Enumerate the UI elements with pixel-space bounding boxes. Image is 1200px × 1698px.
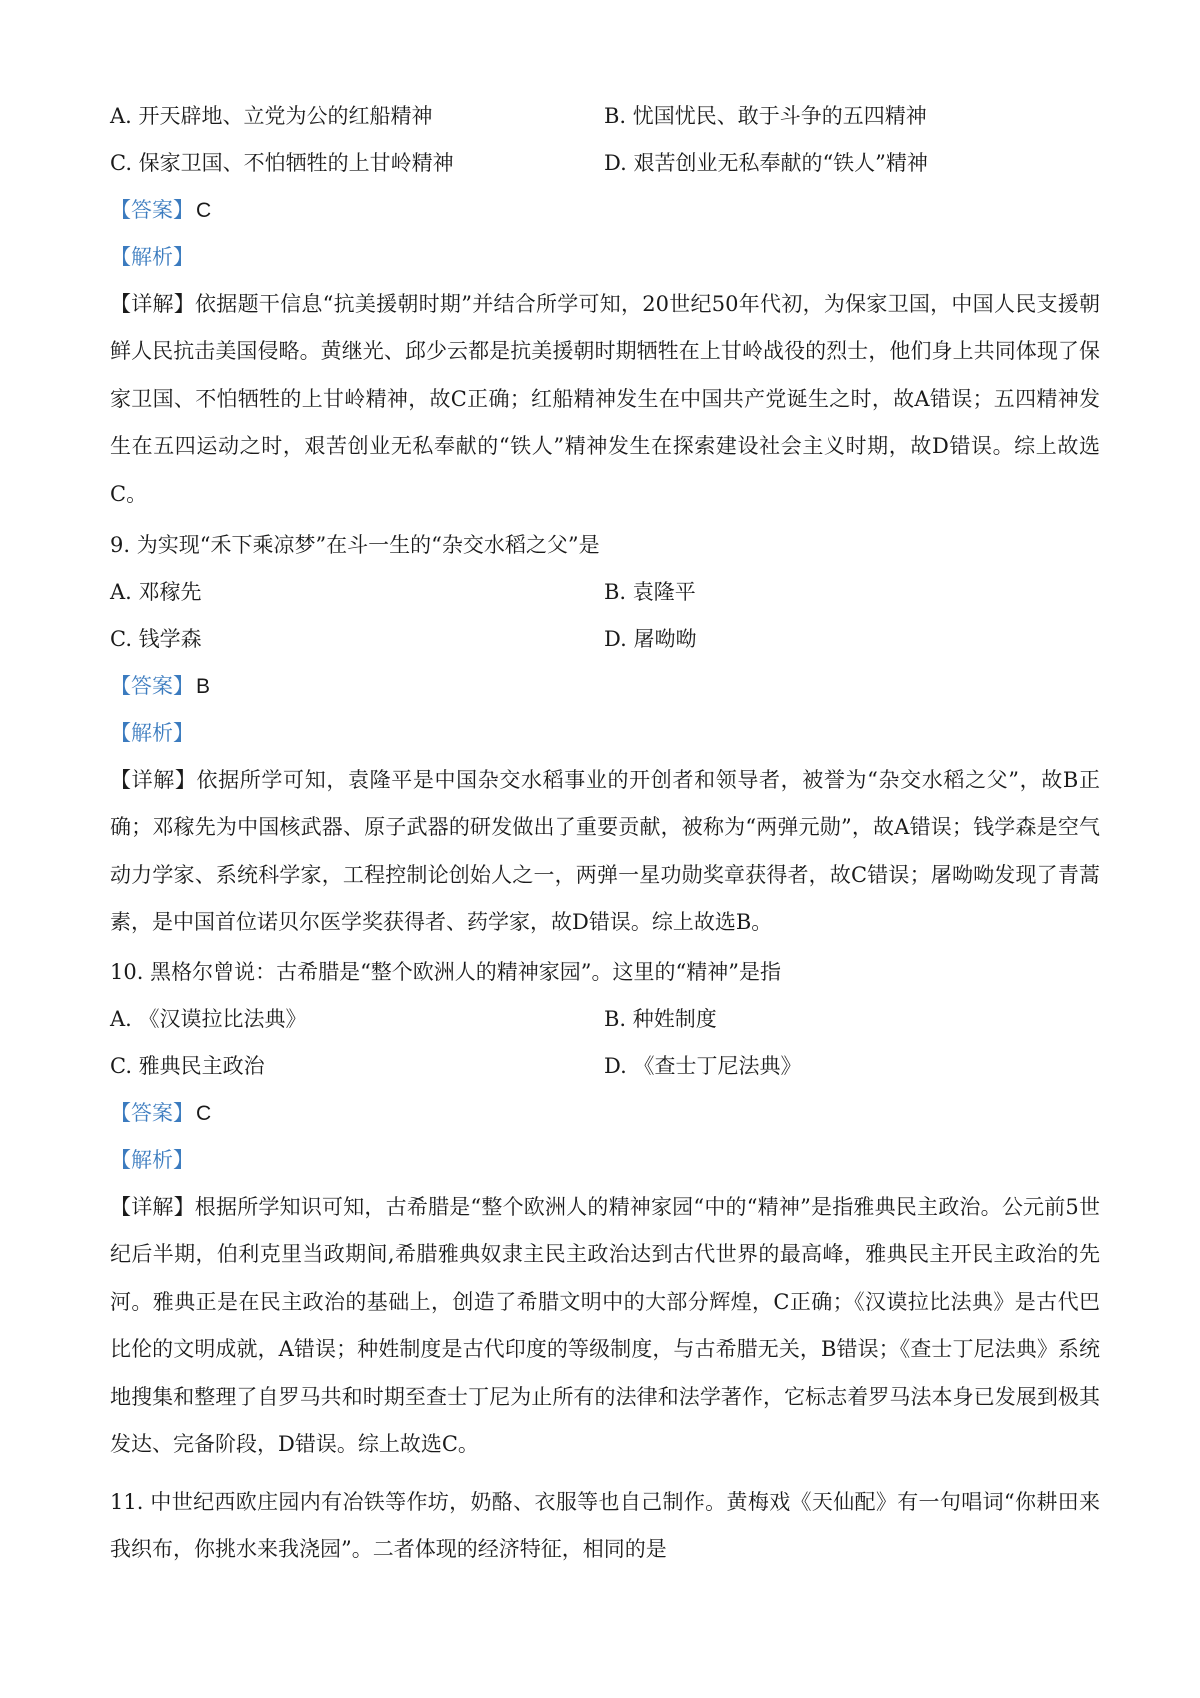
q10-option-c: C. 雅典民主政治 [110,1054,265,1078]
q9-stem: 9. 为实现“禾下乘凉梦”在斗一生的“杂交水稻之父”是 [110,533,600,557]
answer-value: C [196,1102,212,1125]
answer-tag: 【答案】 [110,1101,194,1125]
analysis-tag: 【解析】 [110,721,194,745]
q9-option-c: C. 钱学森 [110,627,202,651]
q8-answer [110,195,1100,226]
q9-option-d: D. 屠呦呦 [604,627,697,651]
q10-answer [110,1098,1100,1129]
q8-detail: 【详解】依据题干信息“抗美援朝时期”并结合所学可知，20世纪50年代初，为保家卫国，中国人民支援朝鲜人民抗击美国侵略。黄继光、邱少云都是抗美援朝时期牺牲在上甘岭战役的烈士，他们身上共同体现了保家卫国、不怕牺牲的上甘岭精神，故C正确；红船精神发生在中国共产党诞生之时，故A错误；五四精神发生在五四运动之时，艰苦创业无私奉献的“铁人”精神发生在探索建设社会主义时期，故D错误。综上故选C。 [110,292,1100,506]
analysis-tag: 【解析】 [110,245,194,269]
answer-value: B [196,675,211,698]
q10-detail: 【详解】根据所学知识可知，古希腊是“整个欧洲人的精神家园“中的“精神”是指雅典民主政治。公元前5世纪后半期，伯利克里当政期间,希腊雅典奴隶主民主政治达到古代世界的最高峰，雅典民主开民主政治的先河。雅典正是在民主政治的基础上，创造了希腊文明中的大部分辉煌，C正确；《汉谟拉比法典》是古代巴比伦的文明成就，A错误；种姓制度是古代印度的等级制度，与古希腊无关，B错误；《查士丁尼法典》系统地搜集和整理了自罗马共和时期至查士丁尼为止所有的法律和法学著作，它标志着罗马法本身已发展到极其发达、完备阶段，D错误。综上故选C。 [110,1195,1100,1457]
q8-analysis-tag [110,242,1100,272]
answer-value: C [196,199,212,222]
q10-option-a: A. 《汉谟拉比法典》 [110,1007,307,1031]
q10-stem: 10. 黑格尔曾说：古希腊是“整个欧洲人的精神家园”。这里的“精神”是指 [110,960,782,984]
q9-option-a: A. 邓稼先 [110,580,202,604]
q9-detail: 【详解】依据所学可知，袁隆平是中国杂交水稻事业的开创者和领导者，被誉为“杂交水稻之父”，故B正确；邓稼先为中国核武器、原子武器的研发做出了重要贡献，被称为“两弹元勋”，故A错误；钱学森是空气动力学家、系统科学家，工程控制论创始人之一，两弹一星功勋奖章获得者，故C错误；屠呦呦发现了青蒿素，是中国首位诺贝尔医学奖获得者、药学家，故D错误。综上故选B。 [110,768,1100,935]
q8-option-d: D. 艰苦创业无私奉献的“铁人”精神 [604,151,928,175]
q11-stem: 11. 中世纪西欧庄园内有冶铁等作坊，奶酪、衣服等也自己制作。黄梅戏《天仙配》有一句唱词“你耕田来我织布，你挑水来我浇园”。二者体现的经济特征，相同的是 [110,1490,1100,1562]
q10-option-d: D. 《查士丁尼法典》 [604,1054,802,1078]
q10-analysis-tag [110,1145,1100,1175]
q10-option-b: B. 种姓制度 [604,1007,717,1031]
answer-tag: 【答案】 [110,674,194,698]
q8-option-a: A. 开天辟地、立党为公的红船精神 [110,104,433,128]
q8-option-c: C. 保家卫国、不怕牺牲的上甘岭精神 [110,151,454,175]
q8-option-b: B. 忧国忧民、敢于斗争的五四精神 [604,104,927,128]
analysis-tag: 【解析】 [110,1148,194,1172]
q9-option-b: B. 袁隆平 [604,580,696,604]
answer-tag: 【答案】 [110,198,194,222]
q9-answer [110,671,1100,702]
q9-analysis-tag [110,718,1100,748]
